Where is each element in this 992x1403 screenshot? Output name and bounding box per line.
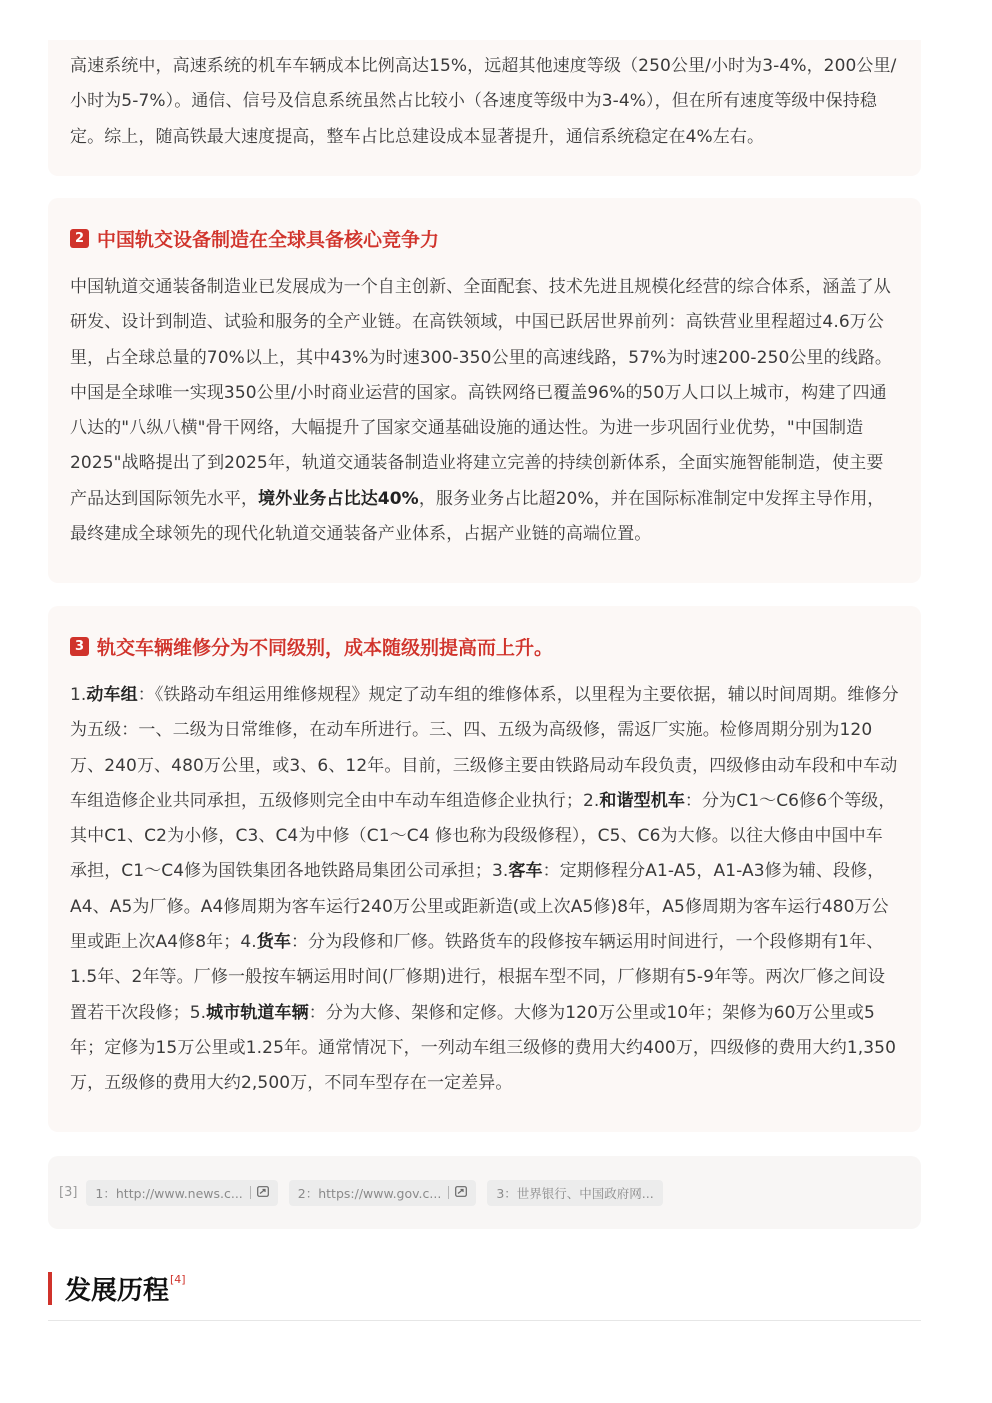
reference-link-2-text: 2：https://www.gov.c... [297, 1185, 442, 1201]
reference-link-3[interactable] [487, 1180, 662, 1206]
section-2-number-badge: 2 [70, 229, 89, 248]
history-title: 发展历程 [65, 1275, 170, 1306]
external-link-icon[interactable] [455, 1185, 467, 1200]
reference-link-2[interactable] [289, 1180, 477, 1206]
seg2-number: 2. [583, 790, 600, 811]
seg3-term: 客车 [508, 861, 543, 882]
seg4-text: ：分为段修和厂修。铁路货车的段修按车辆运用时间进行，一个段修期有1年、1.5年、2年等。厂修一般按车辆运用时间(厂修期)进行，根据车型不同，厂修期有5-9年等。两次厂修之间设置若干次段修； [70, 932, 886, 1023]
reference-divider [448, 1186, 449, 1199]
history-footnote[interactable]: [4] [170, 1273, 186, 1286]
heading-accent-bar [48, 1272, 52, 1305]
reference-link-1-text: 1：http://www.news.c... [95, 1185, 243, 1201]
reference-divider [250, 1186, 251, 1199]
reference-link-3-text: 3：世界银行、中国政府网... [496, 1185, 654, 1201]
seg5-term: 城市轨道车辆 [206, 1002, 309, 1023]
reference-link-1[interactable] [86, 1180, 277, 1206]
seg3-number: 3. [491, 861, 509, 882]
section-2-card [48, 198, 921, 583]
section-3-paragraph [70, 678, 899, 1102]
section-2-paragraph [70, 270, 899, 552]
references-card [48, 1156, 921, 1229]
section-2-title-row [70, 225, 899, 251]
seg4-term: 货车 [256, 932, 291, 953]
section-divider [48, 1320, 921, 1321]
section-3-title-row [70, 633, 899, 659]
section-3-title: 轨交车辆维修分为不同级别，成本随级别提高而上升。 [97, 636, 554, 659]
history-heading [48, 1270, 186, 1306]
section-2-highlight: 境外业务占比达40% [258, 488, 419, 509]
section-2-text-start: 中国轨道交通装备制造业已发展成为一个自主创新、全面配套、技术先进且规模化经营的综合体系，涵盖了从研发、设计到制造、试验和服务的全产业链。在高铁领域，中国已跃居世界前列：高铁营业里程超过4.6万公里，占全球总量的70%以上，其中43%为时速300-350公里的高速线路，57%为时速200-250公里的线路。中国是全球唯一实现350公里/小时商业运营的国家。高铁网络已覆盖96%的50万人口以上城市，构建了四通八达的"八纵八横"骨干网络，大幅提升了国家交通基础设施的通达性。为进一步巩固行业优势，"中国制造2025"战略提出了到2025年，轨道交通装备制造业将建立完善的持续创新体系，全面实施智能制造，使主要产品达到国际领先水平， [70, 277, 893, 509]
seg1-text: ：《铁路动车组运用维修规程》规定了动车组的维修体系，以里程为主要依据，辅以时间周期。维修分为五级：一、二级为日常维修，在动车所进行。三、四、五级为高级修，需返厂实施。检修周期分别为120万、240万、480万公里，或3、6、12年。目前，三级修主要由铁路局动车段负责，四级修由动车段和中车动车组造修企业共同承担，五级修则完全由中车动车组造修企业执行； [70, 685, 899, 811]
top-paragraph: 高速系统中，高速系统的机车车辆成本比例高达15%，远超其他速度等级（250公里/小时为3-4%，200公里/小时为5-7%）。通信、信号及信息系统虽然占比较小（各速度等级中为3-4%），但在所有速度等级中保持稳定。综上，随高铁最大速度提高，整车占比总建设成本显著提升，通信系统稳定在4%左右。 [70, 56, 897, 147]
seg5-number: 5. [189, 1002, 207, 1023]
section-2-title: 中国轨交设备制造在全球具备核心竞争力 [97, 228, 440, 251]
seg5-text: ：分为大修、架修和定修。大修为120万公里或10年；架修为60万公里或5年；定修为15万公里或1.25年。通常情况下，一列动车组三级修的费用大约400万，四级修的费用大约1,350万，五级修的费用大约2,500万，不同车型存在一定差异。 [70, 1002, 896, 1094]
external-link-icon[interactable] [257, 1185, 269, 1200]
references-label: [3] [59, 1185, 78, 1200]
seg3-text: ：定期修程分A1-A5，A1-A3修为辅、段修，A4、A5为厂修。A4修周期为客车运行240万公里或距新造(或上次A5修)8年，A5修周期为客车运行480万公里或距上次A4修8年； [70, 861, 889, 953]
seg1-term: 动车组 [86, 685, 138, 705]
seg1-number: 1. [70, 685, 87, 705]
top-text-card [48, 40, 921, 176]
seg4-number: 4. [240, 932, 257, 953]
section-3-card [48, 606, 921, 1132]
section-2-text-end: ，服务业务占比超20%，并在国际标准制定中发挥主导作用，最终建成全球领先的现代化轨道交通装备产业体系，占据产业链的高端位置。 [70, 488, 885, 545]
section-3-number-badge: 3 [70, 637, 89, 656]
seg2-term: 和谐型机车 [599, 790, 685, 811]
seg2-text: ：分为C1～C6修6个等级，其中C1、C2为小修，C3、C4为中修（C1～C4 修也称为段级修程），C5、C6为大修。以往大修由中国中车承担，C1～C4修为国铁集团各地铁路局集团公司承担； [70, 790, 896, 882]
